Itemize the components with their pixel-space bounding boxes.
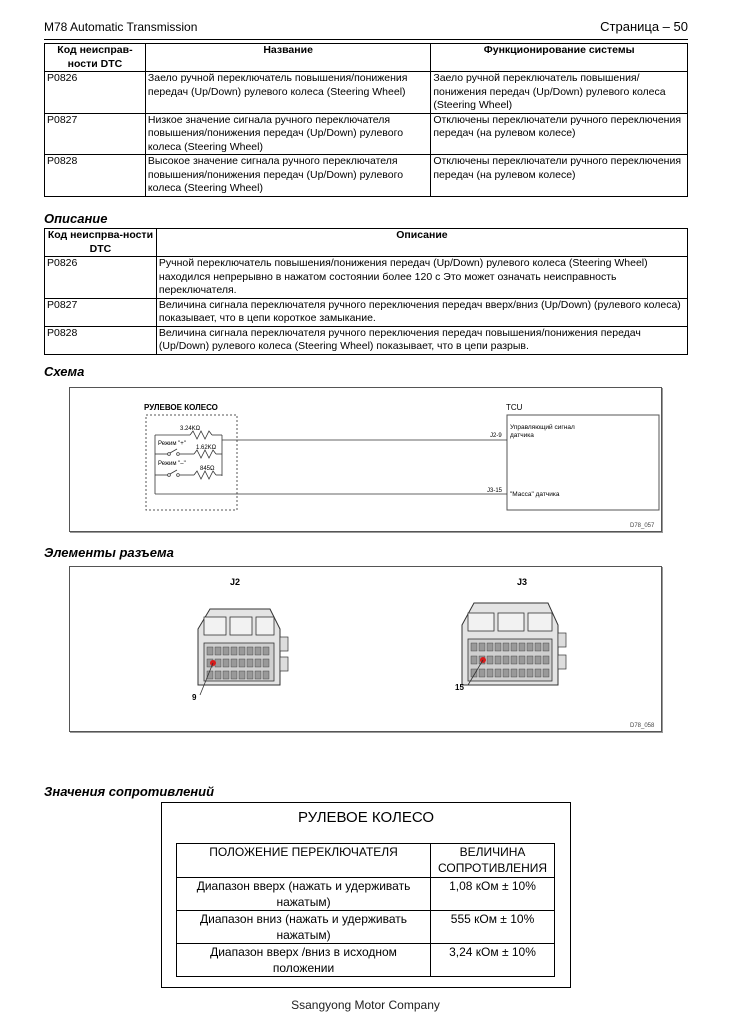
table-row <box>45 326 688 354</box>
dtc-function: Заело ручной переключатель повышения/понижения передач (Up/Down) рулевого колеса (Steering Wheel) <box>431 72 688 114</box>
dtc-code: P0827 <box>45 298 157 326</box>
section-title-schema: Схема <box>44 364 85 379</box>
resistance-panel-title: РУЛЕВОЕ КОЛЕСО <box>298 809 434 826</box>
resistance-value: 555 кОм ± 10% <box>431 911 555 944</box>
table-header-row <box>45 44 688 72</box>
section-title-description: Описание <box>44 211 108 226</box>
switch-position: Диапазон вверх /вниз в исходном положении <box>177 944 431 977</box>
mode-plus-label: Режим "+" <box>158 441 186 447</box>
page-number: Страница – 50 <box>600 19 688 34</box>
switch-position: Диапазон вверх (нажать и удерживать нажатым) <box>177 878 431 911</box>
connector-diagram-svg <box>70 567 661 731</box>
figure-id: D78_058 <box>630 723 655 729</box>
dtc-description: Величина сигнала переключателя ручного переключения передач повышения/понижения передач (Up/Down) рулевого колеса (Steering Wheel) показывает, что в цепи разрыв. <box>156 326 687 354</box>
header-divider <box>44 39 688 40</box>
column-header-value: ВЕЛИЧИНА СОПРОТИВЛЕНИЯ <box>431 844 555 878</box>
column-header-position: ПОЛОЖЕНИЕ ПЕРЕКЛЮЧАТЕЛЯ <box>177 844 431 878</box>
figure-id: D78_057 <box>630 523 655 529</box>
dtc-description: Ручной переключатель повышения/понижения передач (Up/Down) рулевого колеса (Steering Wheel) находился непрерывно в нажатом состоянии более 120 с Это может означать неисправность переключателя. <box>156 257 687 299</box>
mode-minus-label: Режим "–" <box>158 461 186 467</box>
table-row <box>45 72 688 114</box>
table-row <box>177 911 555 944</box>
steering-wheel-label: РУЛЕВОЕ КОЛЕСО <box>144 403 218 412</box>
j2-pin-number: 9 <box>192 693 197 702</box>
signal-label-wrap <box>510 424 600 448</box>
table-row <box>45 155 688 197</box>
column-header-description: Описание <box>156 229 687 257</box>
j2-connector <box>198 609 288 695</box>
j3-label: J3 <box>517 577 528 587</box>
column-header-function: Функционирование системы <box>431 44 688 72</box>
description-table <box>44 228 688 355</box>
wiring-diagram <box>69 387 662 532</box>
dtc-function: Отключены переключатели ручного переключения передач (на рулевом колесе) <box>431 113 688 155</box>
wiring-diagram-svg <box>70 388 661 531</box>
pin-j3-15-label: J3-15 <box>487 488 503 494</box>
dtc-function: Отключены переключатели ручного переключения передач (на рулевом колесе) <box>431 155 688 197</box>
j3-pin-number: 15 <box>455 683 464 692</box>
ground-label: "Масса" датчика <box>510 491 560 498</box>
j3-connector <box>462 603 566 685</box>
dtc-code: P0826 <box>45 257 157 299</box>
table-row <box>177 878 555 911</box>
column-header-name: Название <box>145 44 430 72</box>
dtc-code: P0828 <box>45 155 146 197</box>
j2-label: J2 <box>230 577 241 587</box>
dtc-description: Величина сигнала переключателя ручного переключения передач вверх/вниз (Up/Down) (рулевого колеса) показывает, что в цепи короткое замыкание. <box>156 298 687 326</box>
resistance-value: 3,24 кОм ± 10% <box>431 944 555 977</box>
column-header-code: Код неиспрва-ности DTC <box>45 229 157 257</box>
section-title-connector: Элементы разъема <box>44 545 174 560</box>
pin-j2-9-label: J2-9 <box>490 433 502 439</box>
r1-label: 3.24KΩ <box>180 426 201 432</box>
document-title: M78 Automatic Transmission <box>44 20 198 34</box>
r3-label: 845Ω <box>200 466 215 472</box>
signal-label: Управляющий сигнал датчика <box>510 424 575 439</box>
tcu-label: TCU <box>506 403 523 412</box>
dtc-name: Высокое значение сигнала ручного переключателя повышения/понижения передач (Up/Down) рулевого колеса (Steering Wheel) <box>145 155 430 197</box>
footer-company: Ssangyong Motor Company <box>291 998 440 1012</box>
table-row <box>177 944 555 977</box>
dtc-code: P0828 <box>45 326 157 354</box>
resistance-table <box>176 843 555 977</box>
dtc-table <box>44 43 688 197</box>
table-row <box>45 113 688 155</box>
r2-label: 1.62KΩ <box>196 445 217 451</box>
dtc-code: P0827 <box>45 113 146 155</box>
connector-diagram <box>69 566 662 732</box>
dtc-code: P0826 <box>45 72 146 114</box>
table-row <box>45 257 688 299</box>
dtc-name: Низкое значение сигнала ручного переключателя повышения/понижения передач (Up/Down) рулевого колеса (Steering Wheel) <box>145 113 430 155</box>
table-header-row <box>45 229 688 257</box>
dtc-name: Заело ручной переключатель повышения/понижения передач (Up/Down) рулевого колеса (Steering Wheel) <box>145 72 430 114</box>
table-row <box>45 298 688 326</box>
column-header-code: Код неисправ-ности DTC <box>45 44 146 72</box>
switch-position: Диапазон вниз (нажать и удерживать нажатым) <box>177 911 431 944</box>
table-header-row <box>177 844 555 878</box>
section-title-resistance: Значения сопротивлений <box>44 784 215 799</box>
resistance-panel <box>161 802 571 988</box>
resistance-value: 1,08 кОм ± 10% <box>431 878 555 911</box>
